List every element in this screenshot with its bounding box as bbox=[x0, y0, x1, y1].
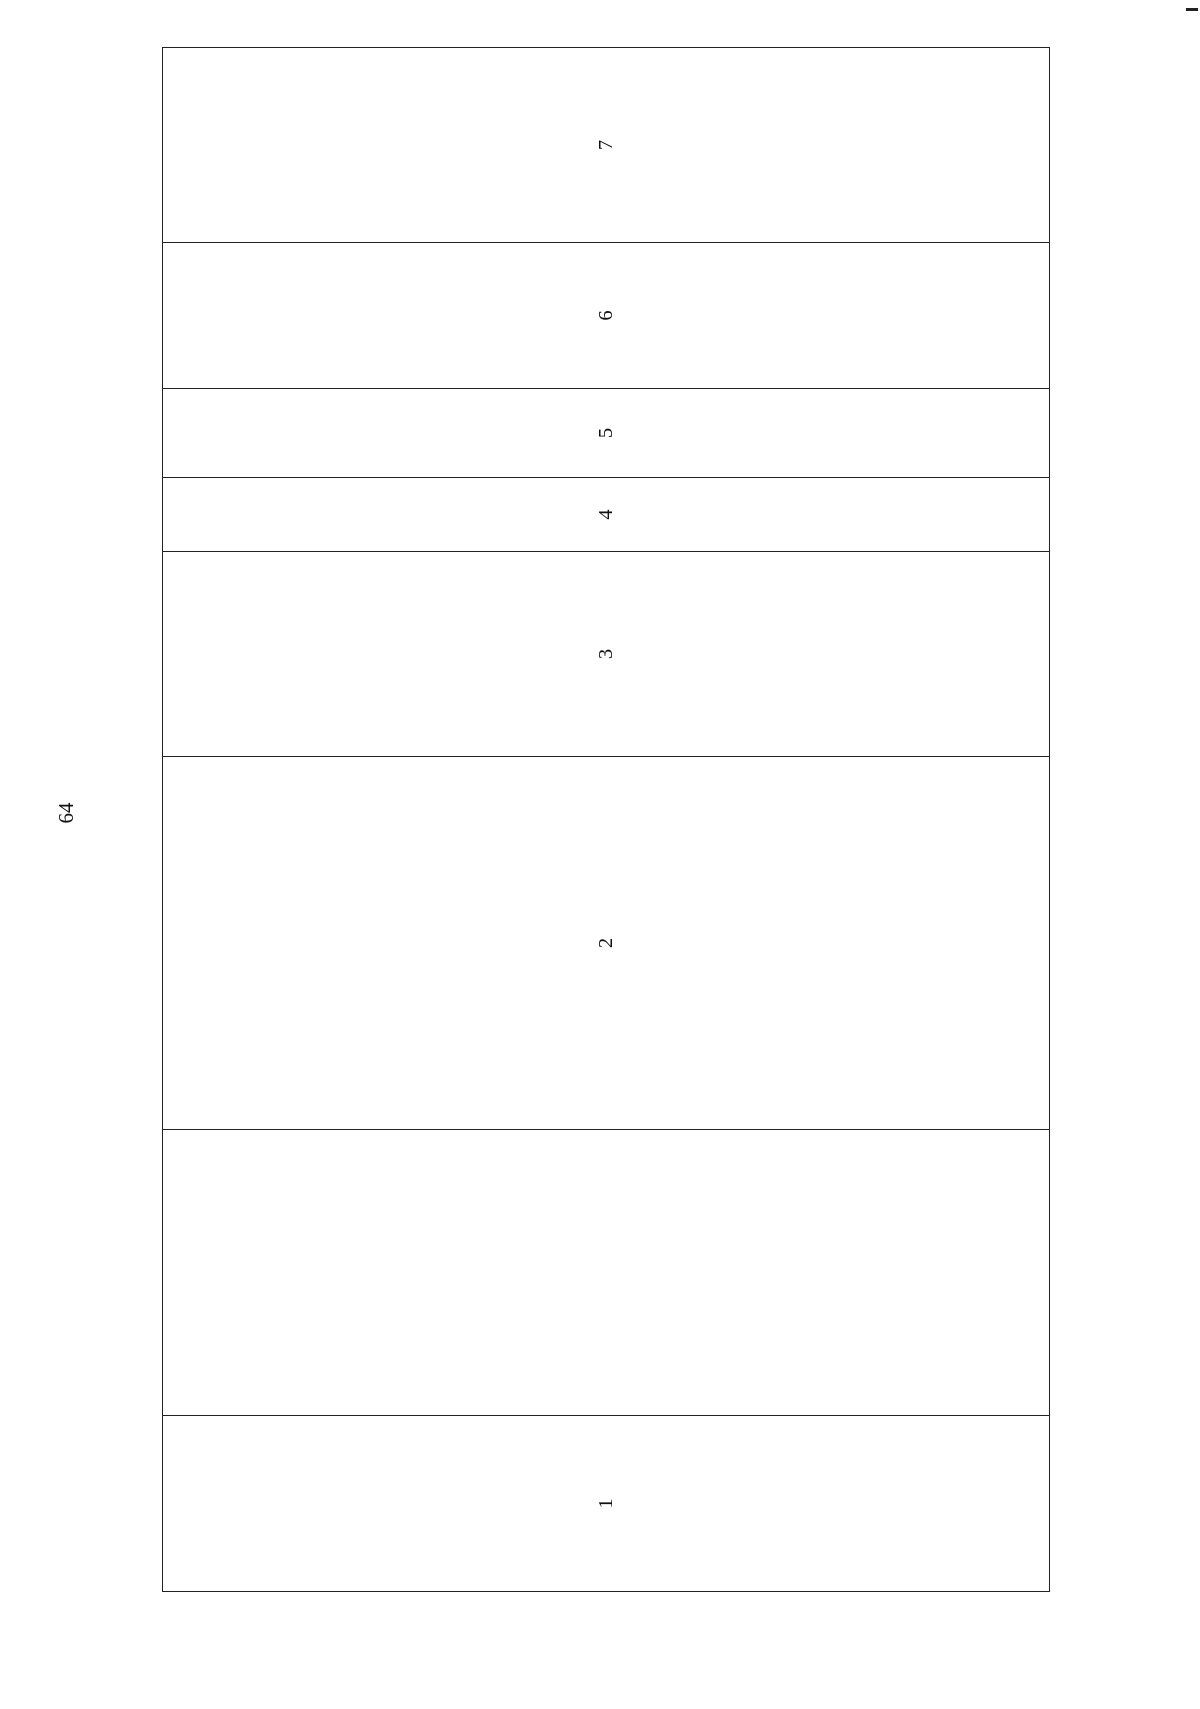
scan-edge-mark bbox=[1186, 8, 1198, 11]
header-col-1: 1 bbox=[163, 1416, 1050, 1592]
rotated-table-container bbox=[162, 48, 1050, 1592]
header-col-7: 7 bbox=[163, 48, 1050, 243]
header-col-4: 4 bbox=[163, 478, 1050, 552]
header-col-6: 6 bbox=[163, 243, 1050, 389]
header-col-5: 5 bbox=[163, 389, 1050, 478]
program-activities-table bbox=[162, 47, 1050, 1592]
header-col-3: 3 bbox=[163, 552, 1050, 757]
page-number: 64 bbox=[54, 802, 78, 824]
header-row bbox=[163, 48, 1050, 1592]
header-col-1b bbox=[163, 1130, 1050, 1416]
header-col-2: 2 bbox=[163, 757, 1050, 1130]
